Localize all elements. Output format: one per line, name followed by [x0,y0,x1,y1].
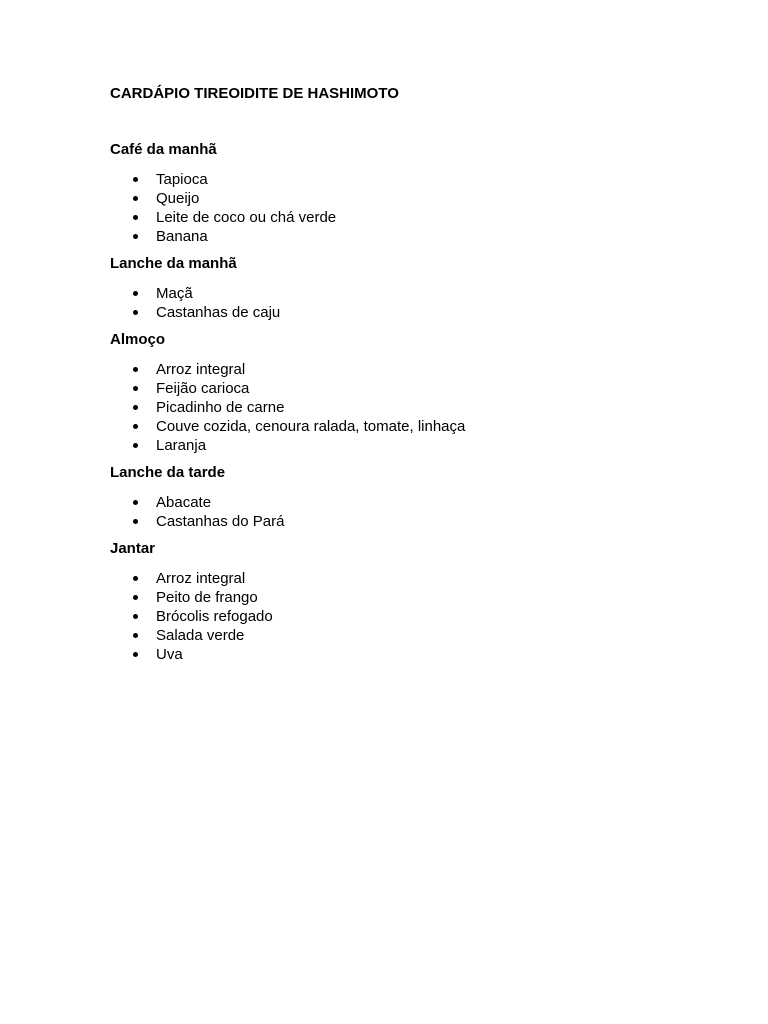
list-item-text: Banana [156,228,208,245]
section-heading: Lanche da tarde [110,464,226,481]
bullet-icon [133,177,138,182]
list-item-text: Uva [156,646,183,663]
item-list [110,284,710,322]
list-item [110,512,710,531]
list-item-text: Queijo [156,190,200,207]
item-list [110,569,710,664]
list-item [110,379,710,398]
list-item-text: Castanhas de caju [156,304,281,321]
section-almoco [110,331,710,455]
list-item-text: Tapioca [156,171,208,188]
bullet-icon [133,652,138,657]
bullet-icon [133,291,138,296]
item-list [110,493,710,531]
list-item [110,398,710,417]
list-item-text: Arroz integral [156,570,246,587]
bullet-icon [133,633,138,638]
list-item-text: Abacate [156,494,212,511]
section-heading: Café da manhã [110,141,217,158]
list-item [110,436,710,455]
list-item [110,569,710,588]
list-item-text: Picadinho de carne [156,399,285,416]
list-item [110,360,710,379]
list-item-text: Couve cozida, cenoura ralada, tomate, linhaça [156,418,466,435]
list-item [110,645,710,664]
bullet-icon [133,443,138,448]
bullet-icon [133,519,138,524]
list-item [110,626,710,645]
section-heading: Almoço [110,331,166,348]
bullet-icon [133,386,138,391]
list-item [110,303,710,322]
section-cafe-da-manha [110,141,710,246]
list-item-text: Castanhas do Pará [156,513,285,530]
bullet-icon [133,310,138,315]
list-item-text: Maçã [156,285,193,302]
list-item-text: Leite de coco ou chá verde [156,209,337,226]
section-jantar [110,540,710,664]
list-item [110,189,710,208]
section-lanche-da-tarde [110,464,710,531]
list-item [110,417,710,436]
list-item [110,607,710,626]
bullet-icon [133,576,138,581]
bullet-icon [133,614,138,619]
list-item [110,170,710,189]
bullet-icon [133,500,138,505]
item-list [110,360,710,455]
bullet-icon [133,405,138,410]
section-heading: Lanche da manhã [110,255,237,272]
section-heading: Jantar [110,540,156,557]
list-item-text: Brócolis refogado [156,608,273,625]
list-item-text: Peito de frango [156,589,258,606]
bullet-icon [133,215,138,220]
list-item-text: Arroz integral [156,361,246,378]
list-item [110,493,710,512]
list-item-text: Feijão carioca [156,380,250,397]
list-item [110,284,710,303]
bullet-icon [133,595,138,600]
section-lanche-da-manha [110,255,710,322]
document-title: CARDÁPIO TIREOIDITE DE HASHIMOTO [110,85,399,102]
bullet-icon [133,367,138,372]
list-item [110,227,710,246]
list-item [110,208,710,227]
bullet-icon [133,424,138,429]
list-item-text: Laranja [156,437,207,454]
menu-sections [110,141,710,673]
bullet-icon [133,196,138,201]
list-item-text: Salada verde [156,627,245,644]
item-list [110,170,710,246]
bullet-icon [133,234,138,239]
list-item [110,588,710,607]
